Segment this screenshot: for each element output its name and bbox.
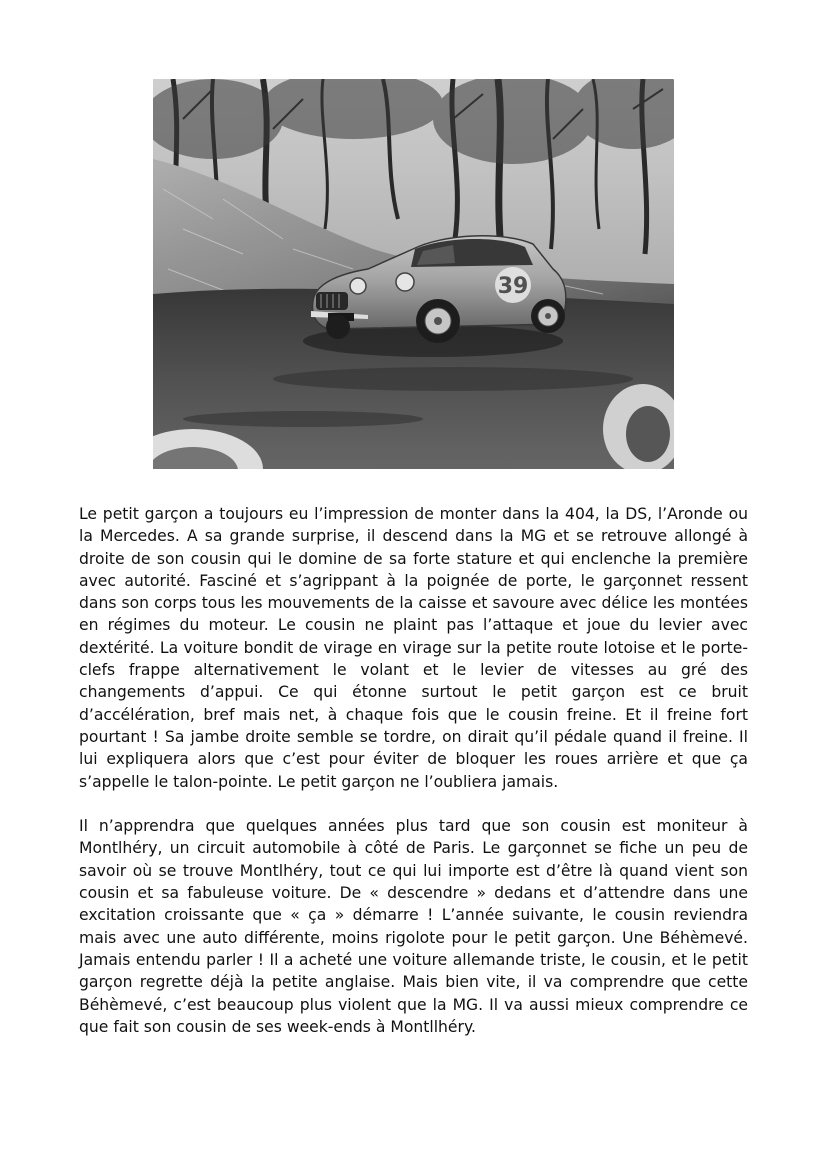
paragraph-2: Il n’apprendra que quelques années plus tard que son cousin est moniteur à Montlhéry, un circuit automobile à côté de Paris. Le garçonnet se fiche un peu de savoir où se trouve Montlhéry, tout ce qui lui importe est d’être là quand vient son cousin et sa fabuleuse voiture. De « descendre » dedans et d’attendre dans une excitation croissante que « ça » démarre ! L’année suivante, le cousin reviendra mais avec une auto différente, moins rigolote pour le petit garçon. Une Béhèmevé. Jamais entendu parler ! Il a acheté une voiture allemande triste, le cousin, et le petit garçon regrette déjà la petite anglaise. Mais bien vite, il va comprendre que cette Béhèmevé, c’est beaucoup plus violent que la MG. Il va aussi mieux comprendre ce que fait son cousin de ses week-ends à Montllhéry. bbox=[79, 817, 748, 1036]
race-car-photo-drawing bbox=[153, 79, 674, 469]
photo-grain bbox=[153, 79, 674, 469]
story-text bbox=[79, 503, 748, 1038]
paragraph-1: Le petit garçon a toujours eu l’impression de monter dans la 404, la DS, l’Aronde ou la Mercedes. A sa grande surprise, il descend dans la MG et se retrouve allongé à droite de son cousin qui le domine de sa forte stature et qui enclenche la première avec autorité. Fasciné et s’agrippant à la poignée de porte, le garçonnet ressent dans son corps tous les mouvements de la caisse et savoure avec délice les montées en régimes du moteur. Le cousin ne plaint pas l’attaque et joue du levier avec dextérité. La voiture bondit de virage en virage sur la petite route lotoise et le porte-clefs frappe alternativement le volant et le levier de vitesses au gré des changements d’appui. Ce qui étonne surtout le petit garçon est ce bruit d’accélération, bref mais net, à chaque fois que le cousin freine. Et il freine fort pourtant ! Sa jambe droite semble se tordre, on dirait qu’il pédale quand il freine. Il lui expliquera alors que c’est pour éviter de bloquer les roues arrière et que ça s’appelle le talon-pointe. Le petit garçon ne l’oubliera jamais. bbox=[79, 505, 748, 791]
race-car-photo bbox=[153, 79, 674, 469]
race-number: 39 bbox=[497, 274, 529, 299]
